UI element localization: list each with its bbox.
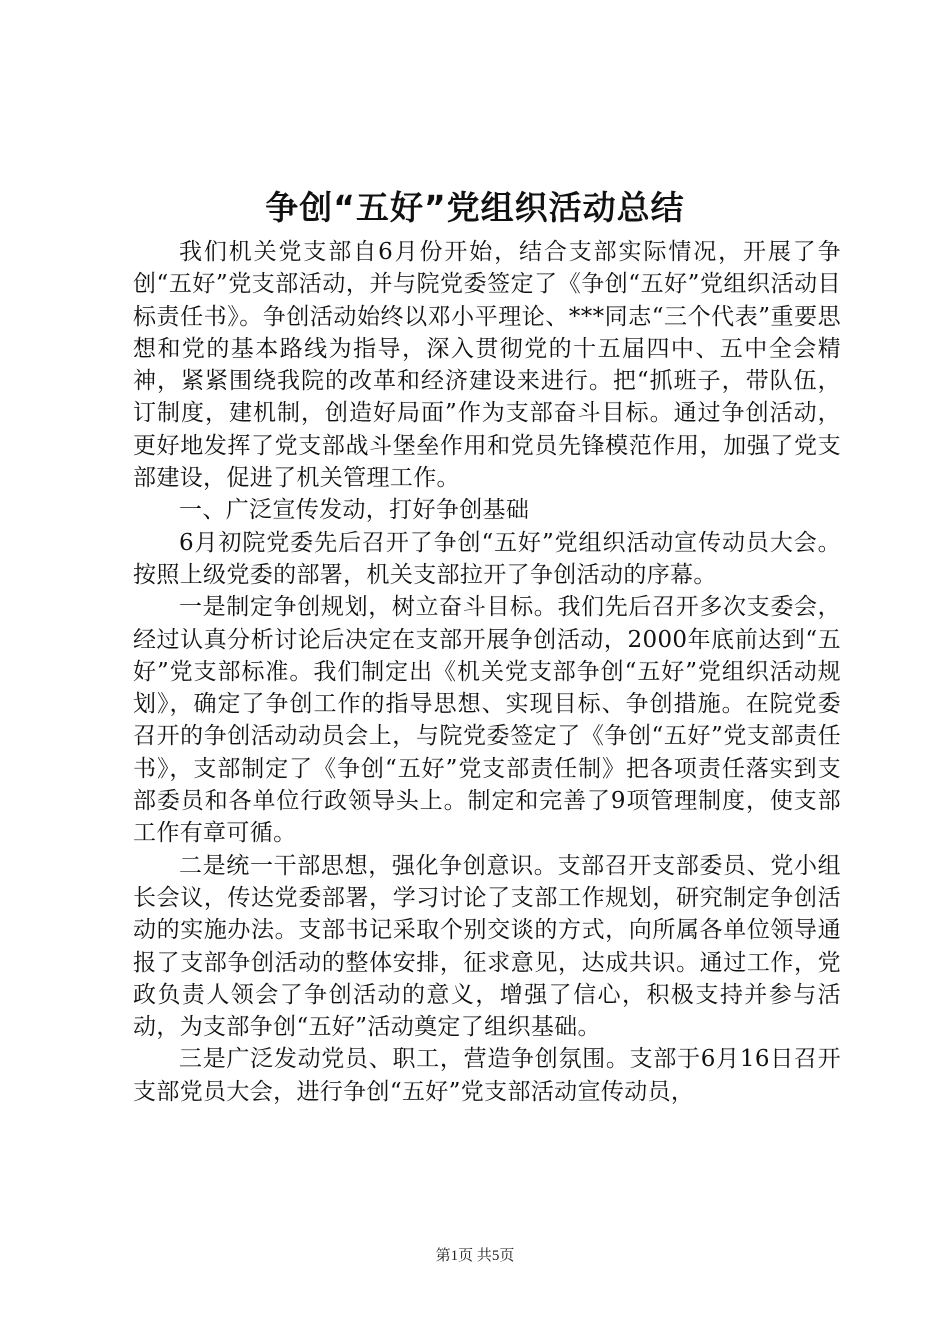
paragraph-point-1: 一是制定争创规划，树立奋斗目标。我们先后召开多次支委会，经过认真分析讨论后决定在支部开展争创活动，2000年底前达到“五好”党支部标准。我们制定出《机关党支部争创“五好”党组织活动规划》，确定了争创工作的指导思想、实现目标、争创措施。在院党委召开的争创活动动员会上，与院党委签定了《争创“五好”党支部责任书》，支部制定了《争创“五好”党支部责任制》把各项责任落实到支部委员和各单位行政领导头上。制定和完善了9项管理制度，使支部工作有章可循。	[133, 594, 841, 847]
paragraph-point-2: 二是统一干部思想，强化争创意识。支部召开支部委员、党小组长会议，传达党委部署，学习讨论了支部工作规划，研究制定争创活动的实施办法。支部书记采取个别交谈的方式，向所属各单位领导通报了支部争创活动的整体安排，征求意见，达成共识。通过工作，党政负责人领会了争创活动的意义，增强了信心，积极支持并参与活动，为支部争创“五好”活动奠定了组织基础。	[133, 852, 841, 1041]
paragraph-point-3: 三是广泛发动党员、职工，营造争创氛围。支部于6月16日召开支部党员大会，进行争创“五好”党支部活动宣传动员，	[133, 1046, 841, 1105]
document-title: 争创“五好”党组织活动总结	[265, 188, 685, 227]
paragraph-mobilization: 6月初院党委先后召开了争创“五好”党组织活动宣传动员大会。按照上级党委的部署，机关支部拉开了争创活动的序幕。	[133, 529, 841, 588]
paragraph-intro: 我们机关党支部自6月份开始，结合支部实际情况，开展了争创“五好”党支部活动，并与院党委签定了《争创“五好”党组织活动目标责任书》。争创活动始终以邓小平理论、***同志“三个代表”重要思想和党的基本路线为指导，深入贯彻党的十五届四中、五中全会精神，紧紧围绕我院的改革和经济建设来进行。把“抓班子，带队伍，订制度，建机制，创造好局面”作为支部奋斗目标。通过争创活动，更好地发挥了党支部战斗堡垒作用和党员先锋模范作用，加强了党支部建设，促进了机关管理工作。	[133, 239, 841, 492]
page-number-footer: 第1页 共5页	[435, 1248, 515, 1264]
document-body	[133, 236, 841, 1108]
section-heading-1: 一、广泛宣传发动，打好争创基础	[179, 497, 530, 524]
